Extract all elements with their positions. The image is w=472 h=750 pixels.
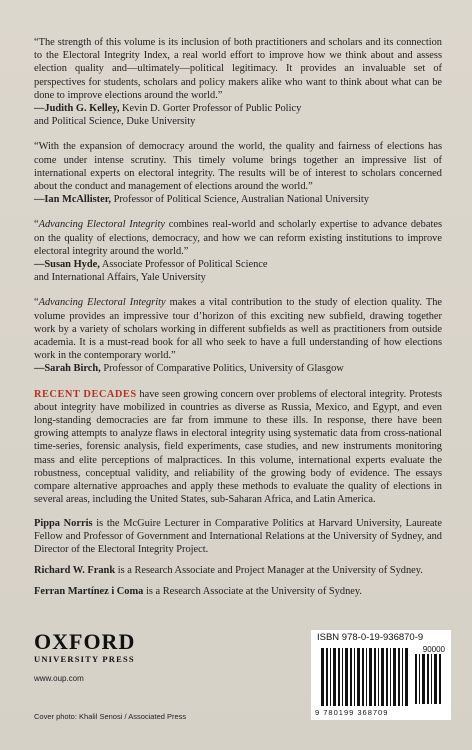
- barcode-bar: [362, 648, 364, 706]
- barcode-bar: [427, 654, 429, 704]
- cover-photo-credit: Cover photo: Khalil Senosi / Associated Press: [34, 712, 187, 721]
- quote-affiliation-line2: and Political Science, Duke University: [34, 116, 196, 128]
- barcode-bar: [393, 648, 396, 706]
- quote-affiliation: Professor of Comparative Politics, University of Glasgow: [100, 363, 344, 375]
- quote-text: [34, 296, 442, 362]
- endorsement-quote: [34, 296, 442, 375]
- quote-attribution: [34, 362, 442, 375]
- publisher-name: OXFORD: [34, 629, 136, 654]
- barcode-bar: [398, 648, 400, 706]
- author-bio: [34, 564, 442, 577]
- endorsement-quote: [34, 36, 442, 128]
- author-bio-text: is a Research Associate at the University of Sydney.: [143, 586, 362, 598]
- author-bios: [34, 517, 442, 599]
- barcode-bar: [405, 648, 408, 706]
- quote-affiliation-line2: and International Affairs, Yale University: [34, 272, 206, 284]
- publisher-logo: [34, 631, 135, 664]
- quote-text: [34, 36, 442, 102]
- barcode-bar: [326, 648, 328, 706]
- quote-affiliation: Associate Professor of Political Science: [99, 259, 268, 271]
- barcode-bar: [374, 648, 376, 706]
- quote-affiliation: Kevin D. Gorter Professor of Public Policy: [119, 103, 302, 115]
- barcode-box: [311, 630, 451, 720]
- author-name: Pippa Norris: [34, 517, 93, 529]
- barcode-bar: [419, 654, 420, 704]
- quote-attribution: [34, 102, 442, 128]
- cover-text: [34, 36, 442, 607]
- barcode-bar: [345, 648, 348, 706]
- barcode-digits: 9 780199 368709: [315, 708, 389, 717]
- author-name: Ferran Martínez i Coma: [34, 586, 144, 598]
- book-title-italic: Advancing Electoral Integrity: [38, 297, 166, 309]
- barcode-bar: [422, 654, 425, 704]
- publisher-url: www.oup.com: [34, 674, 84, 683]
- barcode-bar: [402, 648, 403, 706]
- barcode-bar: [357, 648, 360, 706]
- barcode-bar: [342, 648, 343, 706]
- author-bio: [34, 585, 442, 598]
- barcode-bar: [369, 648, 372, 706]
- barcode-bar: [386, 648, 388, 706]
- barcode-bar: [431, 654, 432, 704]
- quote-segment: “The strength of this volume is its inclusion of both practitioners and scholars and its connection to the Electoral Integrity Index, a real world effort to improve how we think about and assess election quality and—ultimately—political legitimacy. It provides an invaluable set of perspectives for students, scholars and policy makers alike who want to think about what can be done to improve elections around the world.”: [34, 37, 442, 101]
- barcode-bar: [390, 648, 391, 706]
- price-code: 90000: [422, 645, 445, 654]
- endorsement-quote: [34, 218, 442, 284]
- barcode-bar: [338, 648, 340, 706]
- endorsements: [34, 36, 442, 376]
- barcode-bar: [434, 654, 437, 704]
- quote-segment: “: [34, 297, 39, 309]
- barcode-bar: [321, 648, 324, 706]
- book-description: [34, 388, 442, 507]
- quote-segment: “With the expansion of democracy around the world, the quality and fairness of elections has come under intense scrutiny. This timely volume brings together an impressive list of international experts on electoral integrity. The results will be of interest to scholars concerned about the conduct and management of elections around the world.”: [34, 141, 442, 193]
- endorsement-quote: [34, 140, 442, 206]
- quote-attribution: [34, 193, 442, 206]
- author-name: Richard W. Frank: [34, 565, 116, 577]
- book-title-italic: Advancing Electoral Integrity: [38, 219, 166, 231]
- quote-segment: makes a vital contribution to the study of election quality. The volume provides an impressive tour d’horizon of this exciting new subfield, drawing together work by a variety of scholars working in different subfields as well as practitioners from outside academia. It is a must-read book for all who seek to have a full understanding of how elections work in the contemporary world.”: [34, 297, 443, 362]
- quote-text: [34, 140, 442, 193]
- barcode-bar: [330, 648, 331, 706]
- author-bio-text: is the McGuire Lecturer in Comparative Politics at Harvard University, Laureate Fellow and Professor of Government and International Relations at the University of Sydney, and Director of the Electoral Integrity Project.: [34, 517, 442, 555]
- barcode-bar: [366, 648, 367, 706]
- barcode-bar: [354, 648, 355, 706]
- barcode-icon: [321, 648, 411, 708]
- barcode-bar: [350, 648, 352, 706]
- quote-author: —Ian McAllister,: [34, 194, 111, 206]
- barcode-bar: [415, 654, 417, 704]
- quote-attribution: [34, 258, 442, 284]
- barcode-bar: [378, 648, 379, 706]
- quote-author: —Sarah Birch,: [34, 363, 101, 375]
- barcode-bar: [333, 648, 336, 706]
- quote-author: —Susan Hyde,: [34, 259, 100, 271]
- quote-text: [34, 218, 442, 258]
- author-bio: [34, 517, 442, 557]
- quote-segment: “: [34, 219, 39, 231]
- isbn-label: ISBN 978-0-19-936870-9: [317, 632, 424, 643]
- barcode-bar: [381, 648, 384, 706]
- description-lead: RECENT DECADES: [34, 388, 137, 400]
- author-bio-text: is a Research Associate and Project Manager at the University of Sydney.: [115, 565, 423, 577]
- description-body: have seen growing concern over problems of electoral integrity. Protests about integrity have mobilized in countries as diverse as Russia, Mexico, and Egypt, and even long-standing democracies are far from immune to these ills. In response, there have been growing attempts to analyze flaws in electoral integrity using systematic data from cross-national time-series, forensic analysis, field experiments, case studies, and new instruments monitoring mass and elite perceptions of malpractices. In this volume, international experts evaluate the robustness, conceptual validity, and reliability of the growing body of evidence. The essays compare alternative approaches and apply these methods to evaluate the quality of elections in several areas, including the United States, sub-Saharan Africa, and Latin America.: [34, 388, 442, 506]
- barcode-bar: [439, 654, 441, 704]
- quote-author: —Judith G. Kelley,: [34, 103, 120, 115]
- publisher-subtitle: UNIVERSITY PRESS: [34, 654, 135, 664]
- quote-segment: combines real-world and scholarly expertise to advance debates on the quality of elections, democracy, and how we can reform existing institutions to improve electoral integrity around the world.”: [34, 219, 442, 257]
- quote-affiliation: Professor of Political Science, Australian National University: [110, 194, 369, 206]
- price-barcode-icon: [415, 654, 445, 706]
